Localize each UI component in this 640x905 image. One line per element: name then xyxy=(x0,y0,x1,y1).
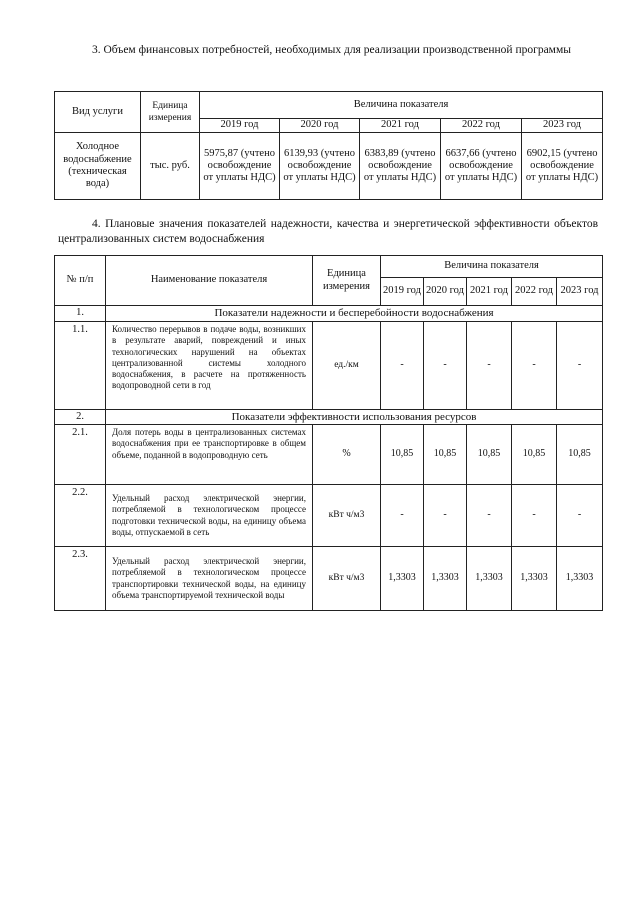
year-header: 2020 год xyxy=(280,119,360,133)
row-number: 2.3. xyxy=(55,547,106,611)
value-cell: - xyxy=(557,485,603,547)
indicators-table xyxy=(54,255,603,611)
value-cell: - xyxy=(424,322,467,410)
group-number: 1. xyxy=(55,306,106,322)
value-cell: - xyxy=(557,322,603,410)
year-header: 2022 год xyxy=(512,278,557,306)
group-number: 2. xyxy=(55,410,106,425)
year-header: 2022 год xyxy=(441,119,522,133)
section-4-heading: 4. Плановые значения показателей надежности, качества и энергетической эффективности объектов централизованных систем водоснабжения xyxy=(58,218,598,245)
value-cell: 1,3303 xyxy=(557,547,603,611)
indicator-name: Удельный расход электрической энергии, потребляемой в технологическом процессе подготовки технической воды, на единицу объема воды, отпускаемой в сеть xyxy=(106,485,313,547)
table-row xyxy=(55,133,603,200)
value-cell: 10,85 xyxy=(557,425,603,485)
year-header: 2023 год xyxy=(522,119,603,133)
year-header: 2023 год xyxy=(557,278,603,306)
value-cell: 10,85 xyxy=(381,425,424,485)
year-header: 2021 год xyxy=(467,278,512,306)
col-name-header: Наименование показателя xyxy=(106,256,313,306)
value-cell: 10,85 xyxy=(512,425,557,485)
year-header: 2019 год xyxy=(200,119,280,133)
unit-cell: кВт ч/м3 xyxy=(313,485,381,547)
value-cell: 6383,89 (учтено освобождение от уплаты НДС) xyxy=(360,133,441,200)
value-cell: 1,3303 xyxy=(467,547,512,611)
value-cell: - xyxy=(381,485,424,547)
service-name: Холодное водоснабжение (техническая вода) xyxy=(55,133,141,200)
col-unit-header: Единица измерения xyxy=(141,92,200,133)
value-cell: - xyxy=(467,322,512,410)
year-header: 2020 год xyxy=(424,278,467,306)
group-row xyxy=(55,410,603,425)
year-header: 2019 год xyxy=(381,278,424,306)
col-num-header: № п/п xyxy=(55,256,106,306)
value-cell: 6139,93 (учтено освобождение от уплаты НДС) xyxy=(280,133,360,200)
value-cell: 10,85 xyxy=(424,425,467,485)
col-unit-header: Единица измерения xyxy=(313,256,381,306)
col-value-header: Величина показателя xyxy=(200,92,603,119)
indicator-name: Доля потерь воды в централизованных системах водоснабжения при ее транспортировке в общем объеме, поданной в водопроводную сеть xyxy=(106,425,313,485)
row-number: 1.1. xyxy=(55,322,106,410)
table-row xyxy=(55,547,603,611)
group-title: Показатели эффективности использования ресурсов xyxy=(106,410,603,425)
year-header: 2021 год xyxy=(360,119,441,133)
indicator-name: Удельный расход электрической энергии, потребляемой в технологическом процессе транспортировки технической воды, на единицу объема транспортируемой технической воды xyxy=(106,547,313,611)
financial-needs-table xyxy=(54,91,603,200)
group-title: Показатели надежности и бесперебойности водоснабжения xyxy=(106,306,603,322)
col-service-header: Вид услуги xyxy=(55,92,141,133)
col-value-header: Величина показателя xyxy=(381,256,603,278)
unit-cell: ед./км xyxy=(313,322,381,410)
value-cell: - xyxy=(381,322,424,410)
value-cell: 1,3303 xyxy=(512,547,557,611)
section-3-heading: 3. Объем финансовых потребностей, необходимых для реализации производственной программы xyxy=(92,44,571,56)
value-cell: 1,3303 xyxy=(424,547,467,611)
value-cell: 6902,15 (учтено освобождение от уплаты НДС) xyxy=(522,133,603,200)
table-row xyxy=(55,485,603,547)
value-cell: 6637,66 (учтено освобождение от уплаты НДС) xyxy=(441,133,522,200)
value-cell: - xyxy=(512,485,557,547)
unit-cell: кВт ч/м3 xyxy=(313,547,381,611)
value-cell: 10,85 xyxy=(467,425,512,485)
table-row xyxy=(55,322,603,410)
value-cell: - xyxy=(424,485,467,547)
indicator-name: Количество перерывов в подаче воды, возникших в результате аварий, повреждений и иных технологических нарушений на объектах централизованной системы холодного водоснабжения, в расчете на протяженность водопроводной сети в год xyxy=(106,322,313,410)
row-number: 2.2. xyxy=(55,485,106,547)
value-cell: 1,3303 xyxy=(381,547,424,611)
unit-cell: % xyxy=(313,425,381,485)
value-cell: 5975,87 (учтено освобождение от уплаты НДС) xyxy=(200,133,280,200)
group-row xyxy=(55,306,603,322)
unit-cell: тыс. руб. xyxy=(141,133,200,200)
value-cell: - xyxy=(467,485,512,547)
row-number: 2.1. xyxy=(55,425,106,485)
table-row xyxy=(55,425,603,485)
value-cell: - xyxy=(512,322,557,410)
